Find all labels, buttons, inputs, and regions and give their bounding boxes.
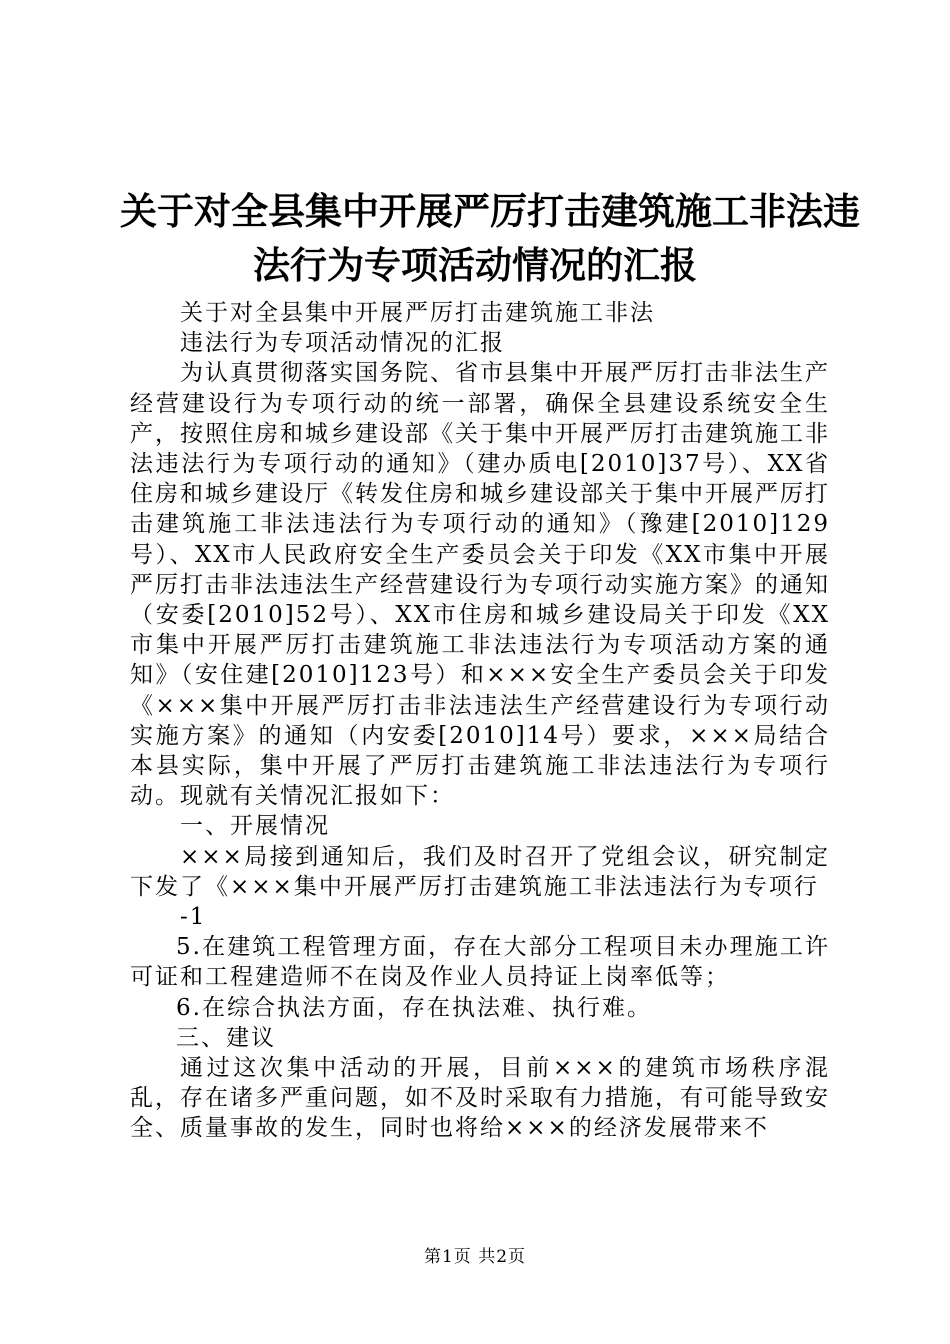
section-heading: 一、开展情况 bbox=[180, 813, 330, 840]
document-title-line-2: 法行为专项活动情况的汇报 bbox=[253, 244, 697, 287]
document-title-line-1: 关于对全县集中开展严厉打击建筑施工非法违 bbox=[120, 190, 860, 233]
body-paragraph: 通过这次集中活动的开展，目前×××的建筑市场秩序混乱，存在诸多严重问题，如不及时采取有力措施，有可能导致安全、质量事故的发生，同时也将给×××的经济发展带来不 bbox=[130, 1055, 830, 1142]
body-paragraph: ×××局接到通知后，我们及时召开了党组会议，研究制定下发了《×××集中开展严厉打击建筑施工非法违法行为专项行 bbox=[130, 843, 830, 900]
subtitle-line-2: 违法行为专项活动情况的汇报 bbox=[180, 330, 505, 357]
page-footer: 第1页 共2页 bbox=[423, 1247, 527, 1267]
body-paragraph: 6.在综合执法方面，存在执法难、执行难。 bbox=[176, 994, 652, 1021]
body-paragraph: 5.在建筑工程管理方面，存在大部分工程项目未办理施工许可证和工程建造师不在岗及作业人员持证上岗率低等； bbox=[130, 934, 830, 991]
section-heading: 三、建议 bbox=[176, 1024, 276, 1051]
page-marker: -1 bbox=[180, 904, 207, 931]
body-paragraph: 为认真贯彻落实国务院、省市县集中开展严厉打击非法生产经营建设行为专项行动的统一部署，确保全县建设系统安全生产，按照住房和城乡建设部《关于集中开展严厉打击建筑施工非法违法行为专项行动的通知》（建办质电[2010]37号）、XX省住房和城乡建设厅《转发住房和城乡建设部关于集中开展严厉打击建筑施工非法违法行为专项行动的通知》（豫建[2010]129号）、XX市人民政府安全生产委员会关于印发《XX市集中开展严厉打击非法违法生产经营建设行为专项行动实施方案》的通知（安委[2010]52号）、XX市住房和城乡建设局关于印发《XX市集中开展严厉打击建筑施工非法违法行为专项活动方案的通知》（安住建[2010]123号）和×××安全生产委员会关于印发《×××集中开展严厉打击非法违法生产经营建设行为专项行动实施方案》的通知（内安委[2010]14号）要求，×××局结合本县实际，集中开展了严厉打击建筑施工非法违法行为专项行动。现就有关情况汇报如下： bbox=[130, 360, 830, 810]
document-body bbox=[130, 298, 830, 1144]
subtitle-line-1: 关于对全县集中开展严厉打击建筑施工非法 bbox=[180, 300, 655, 326]
